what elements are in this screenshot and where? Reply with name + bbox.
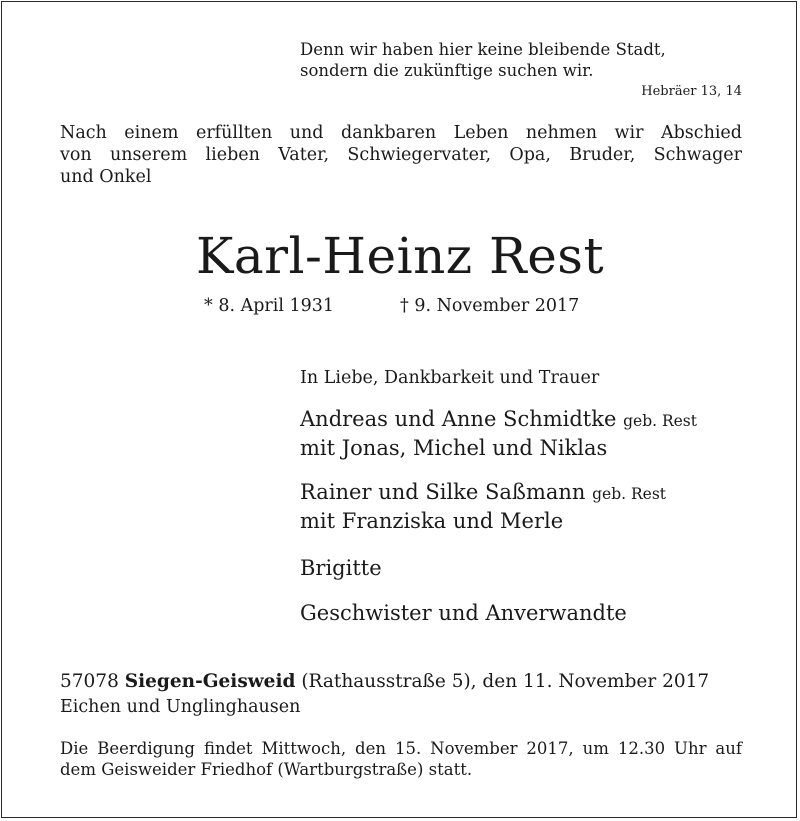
death-date: † 9. November 2017 bbox=[400, 296, 580, 316]
intro-text bbox=[60, 122, 742, 188]
family-group bbox=[300, 479, 666, 535]
address-line bbox=[60, 670, 709, 694]
funeral-line: Die Beerdigung findet Mittwoch, den 15. November 2017, um 12.30 Uhr auf bbox=[60, 739, 742, 758]
family-group bbox=[300, 406, 697, 462]
verse-line: sondern die zukünftige suchen wir. bbox=[300, 61, 594, 80]
family-line bbox=[300, 406, 697, 435]
intro-line: von unserem lieben Vater, Schwiegervater, Opa, Bruder, Schwager bbox=[60, 145, 742, 165]
city: Siegen-Geisweid bbox=[124, 671, 296, 692]
birth-date: * 8. April 1931 bbox=[204, 296, 335, 316]
family-children: mit Franziska und Merle bbox=[300, 509, 564, 533]
relatives: Geschwister und Anverwandte bbox=[300, 601, 627, 625]
intro-line: und Onkel bbox=[60, 167, 152, 187]
mourner-name: Brigitte bbox=[300, 556, 382, 580]
mourning-heading: In Liebe, Dankbarkeit und Trauer bbox=[300, 368, 600, 388]
funeral-notice bbox=[60, 738, 742, 780]
zip-code: 57078 bbox=[60, 671, 119, 692]
localities: Eichen und Unglinghausen bbox=[60, 697, 301, 717]
intro-line: Nach einem erfüllten und dankbaren Leben nehmen wir Abschied bbox=[60, 123, 742, 143]
family-names: Andreas und Anne Schmidtke bbox=[300, 407, 617, 431]
maiden-name: geb. Rest bbox=[623, 412, 697, 430]
verse-line: Denn wir haben hier keine bleibende Stadt, bbox=[300, 40, 666, 59]
verse-reference: Hebräer 13, 14 bbox=[641, 84, 742, 99]
family-line bbox=[300, 479, 666, 508]
maiden-name: geb. Rest bbox=[592, 485, 667, 503]
family-children: mit Jonas, Michel und Niklas bbox=[300, 436, 608, 460]
bible-verse bbox=[300, 39, 666, 81]
funeral-line: dem Geisweider Friedhof (Wartburgstraße) statt. bbox=[60, 760, 473, 779]
street-date: (Rathausstraße 5), den 11. November 2017 bbox=[301, 671, 710, 692]
deceased-name: Karl-Heinz Rest bbox=[195, 227, 605, 285]
family-names: Rainer und Silke Saßmann bbox=[300, 480, 586, 504]
